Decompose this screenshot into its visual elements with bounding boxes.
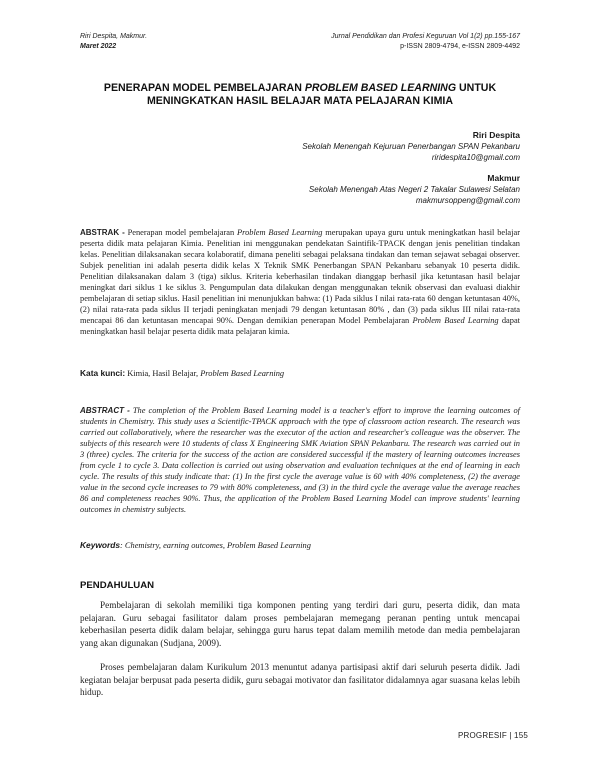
title-italic: PROBLEM BASED LEARNING <box>304 82 457 94</box>
keywords-label: Keywords <box>80 540 121 550</box>
abstrak-text: merupakan upaya guru untuk meningkatkan hasil belajar peserta didik mata pelajaran Kimia. Penelitian ini menggunakan pendekatan Saintifik-TPACK dengan jenis penelitian tindakan kelas. Penelitian dilaksanakan secara kolaboratif, dimana peneliti sebagai pelaksana tindakan dan teman sejawat sebagai observer. Subjek penelitian ini adalah peserta didik kelas X Teknik SMK Penerbangan SPAN Pekanbaru sebanyak 10 peserta didik. Penelitian dilaksanakan dalam 3 (tiga) siklus. Kriteria keberhasilan tindakan dianggap berhasil jika ketuntasan hasil belajar meningkat dari siklus 1 ke siklus 3. Pengumpulan data dilakukan dengan menggunakan teknik observasi dan evaluasi diakhir pembelajaran di setiap siklus. Hasil penelitian ini menunjukkan bahwa: (1) Pada siklus I nilai rata-rata 60 dengan ketuntasan 40%, (2) nilai rata-rata pada siklus II terjadi peningkatan menjadi 79 dengan ketuntasan 80% , dan (3) pada siklus III nilai rata-rata mencapai 86 dan ketuntasan mencapai 90%. Dengan demikian penerapan Model Pembelajaran <box>80 228 520 325</box>
abstrak-text: Penerapan model pembelajaran <box>124 228 238 237</box>
abstract-paragraph <box>80 405 520 515</box>
abstrak-label: ABSTRAK - <box>80 228 125 237</box>
title-part1: PENERAPAN MODEL PEMBELAJARAN <box>103 82 305 94</box>
abstrak-paragraph <box>80 227 520 337</box>
author-block-2 <box>309 173 520 206</box>
keywords <box>80 540 520 551</box>
abstrak-italic: Problem Based Learning <box>237 228 323 237</box>
section-heading: PENDAHULUAN <box>80 580 155 591</box>
header-authors: Riri Despita, Makmur. <box>80 33 148 40</box>
author-name: Riri Despita <box>472 130 520 140</box>
header-date: Maret 2022 <box>80 43 117 50</box>
running-header-left <box>80 32 147 52</box>
running-header-right <box>331 32 520 52</box>
keywords-text: : Chemistry, earning outcomes, Problem Based Learning <box>120 541 311 550</box>
abstract-label: ABSTRACT - <box>80 406 130 415</box>
abstrak-text: dapat meningkatkan hasil belajar peserta didik mata pelajaran kimia. <box>80 316 520 336</box>
author-block-1 <box>302 130 520 163</box>
body-paragraph: Proses pembelajaran dalam Kurikulum 2013 menuntut adanya partisipasi aktif dari seluruh peserta didik. Jadi kegiatan belajar berpusat pada peserta didik, guru sebagai motivator dan fasilitator didalamnya agar suasana kelas lebih hidup. <box>80 662 520 697</box>
header-issn: p-ISSN 2809-4794, e-ISSN 2809-4492 <box>400 43 520 50</box>
paper-title <box>80 82 520 108</box>
page-footer: PROGRESIF | 155 <box>458 731 528 740</box>
body-paragraph: Pembelajaran di sekolah memiliki tiga komponen penting yang terdiri dari guru, peserta didik, dan mata pelajaran. Guru sebagai fasilitator dalam proses pembelajaran memegang peranan penting untuk mencapai keberhasilan peserta didik dalam belajar, sehingga guru harus tepat dalam memilih metode dan media pembelajaran yang akan digunakan (Sudjana, 2009). <box>80 600 520 648</box>
kata-kunci <box>80 368 520 379</box>
kata-kunci-text: Kimia, Hasil Belajar, <box>125 369 201 378</box>
header-journal: Jurnal Pendidikan dan Profesi Keguruan Vol 1(2) pp.155-167 <box>331 33 520 40</box>
author-affiliation: Sekolah Menengah Kejuruan Penerbangan SPAN Pekanbaru <box>302 142 520 151</box>
title-part2: UNTUK <box>456 82 497 94</box>
kata-kunci-label: Kata kunci: <box>80 368 126 378</box>
abstract-text: The completion of the Problem Based Learning model is a teacher's effort to improve the learning outcomes of students in Chemistry. This study uses a Scientific-TPACK approach with the type of classroom action research. The research was carried out collaboratively, where the researcher was the executor of the action and researcher's colleague was the observer. The subjects of this research were 10 students of class X Engineering SMK Aviation SPAN Pekanbaru. The research was carried out in 3 (three) cycles. The criteria for the success of the action are considered successful if the mastery of learning outcomes increases from cycle 1 to cycle 3. Data collection is carried out using observation and evaluation techniques at the end of learning in each cycle. The results of this study indicate that: (1) In the first cycle the average value is 60 with 40% completeness, (2) the average value in the second cycle increases to 79 with 80% completeness, and (3) in the third cycle the average value the average reaches 86 and completeness reaches 90%. Thus, the application of the Problem Based Learning Model can improve students' learning outcomes in chemistry subjects. <box>80 406 520 514</box>
abstrak-italic: Problem Based Learning <box>412 316 499 325</box>
author-affiliation: Sekolah Menengah Atas Negeri 2 Takalar Sulawesi Selatan <box>308 185 520 194</box>
title-line2: MENINGKATKAN HASIL BELAJAR MATA PELAJARAN KIMIA <box>146 95 454 107</box>
kata-kunci-italic: Problem Based Learning <box>200 369 285 378</box>
author-email: riridespita10@gmail.com <box>431 153 520 162</box>
author-name: Makmur <box>487 173 520 183</box>
author-email: makmursoppeng@gmail.com <box>415 196 520 205</box>
